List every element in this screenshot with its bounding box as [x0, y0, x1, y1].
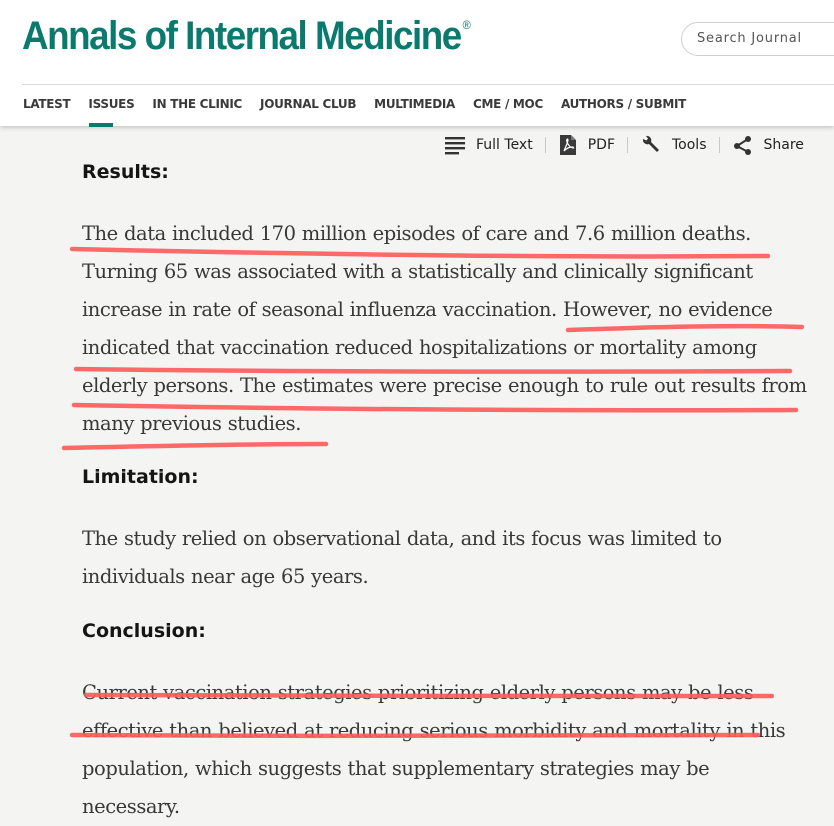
results-paragraph	[82, 215, 822, 443]
nav-multimedia[interactable]: MULTIMEDIA	[374, 97, 456, 111]
journal-logo[interactable]	[22, 14, 471, 59]
abstract-content	[82, 160, 822, 826]
toolbar-separator	[719, 137, 720, 153]
nav-in-the-clinic[interactable]: IN THE CLINIC	[152, 97, 243, 111]
results-line: elderly persons. The estimates were precise enough to rule out results from	[82, 374, 807, 397]
share-button[interactable]	[732, 134, 804, 156]
nav-journal-club[interactable]: JOURNAL CLUB	[260, 97, 357, 111]
share-icon	[732, 134, 754, 156]
site-header	[0, 0, 834, 126]
nav-issues[interactable]: ISSUES	[79, 97, 143, 119]
search-box[interactable]	[681, 22, 834, 56]
conclusion-line: necessary.	[82, 795, 180, 818]
results-line: Turning 65 was associated with a statistically and clinically significant	[82, 260, 753, 283]
logo-text: Annals of Internal Medicine	[22, 14, 461, 58]
share-label: Share	[763, 137, 804, 153]
main-nav	[0, 97, 695, 119]
limitation-paragraph	[82, 520, 822, 596]
search-input[interactable]	[697, 31, 834, 46]
nav-latest[interactable]: LATEST	[23, 97, 71, 111]
full-text-icon	[444, 135, 466, 155]
nav-authors-submit[interactable]: AUTHORS / SUBMIT	[560, 97, 687, 111]
pdf-icon	[558, 134, 578, 156]
full-text-label: Full Text	[476, 137, 533, 153]
conclusion-line: Current vaccination strategies prioritizing elderly persons may be less	[82, 681, 754, 704]
registered-mark: ®	[462, 18, 471, 32]
toolbar-separator	[627, 137, 628, 153]
limitation-line: The study relied on observational data, and its focus was limited to	[82, 527, 722, 550]
article-toolbar	[444, 132, 804, 158]
tools-label: Tools	[672, 137, 707, 153]
results-line: many previous studies.	[82, 412, 301, 435]
conclusion-heading: Conclusion:	[82, 620, 206, 642]
results-line: increase in rate of seasonal influenza vaccination. However, no evidence	[82, 298, 773, 321]
pdf-label: PDF	[587, 137, 615, 153]
conclusion-line: population, which suggests that supplementary strategies may be	[82, 757, 710, 780]
nav-cme-moc[interactable]: CME / MOC	[473, 97, 543, 111]
wrench-icon	[640, 134, 662, 156]
toolbar-separator	[545, 137, 546, 153]
results-line: The data included 170 million episodes of care and 7.6 million deaths.	[82, 222, 751, 245]
limitation-line: individuals near age 65 years.	[82, 565, 369, 588]
pdf-button[interactable]	[558, 134, 615, 156]
conclusion-line: effective than believed at reducing serious morbidity and mortality in this	[82, 719, 786, 742]
limitation-heading: Limitation:	[82, 466, 199, 488]
tools-button[interactable]	[640, 134, 707, 156]
results-line: indicated that vaccination reduced hospitalizations or mortality among	[82, 336, 757, 359]
header-divider	[22, 84, 834, 85]
full-text-button[interactable]	[444, 135, 533, 155]
conclusion-paragraph	[82, 674, 822, 826]
results-heading: Results:	[82, 161, 169, 183]
